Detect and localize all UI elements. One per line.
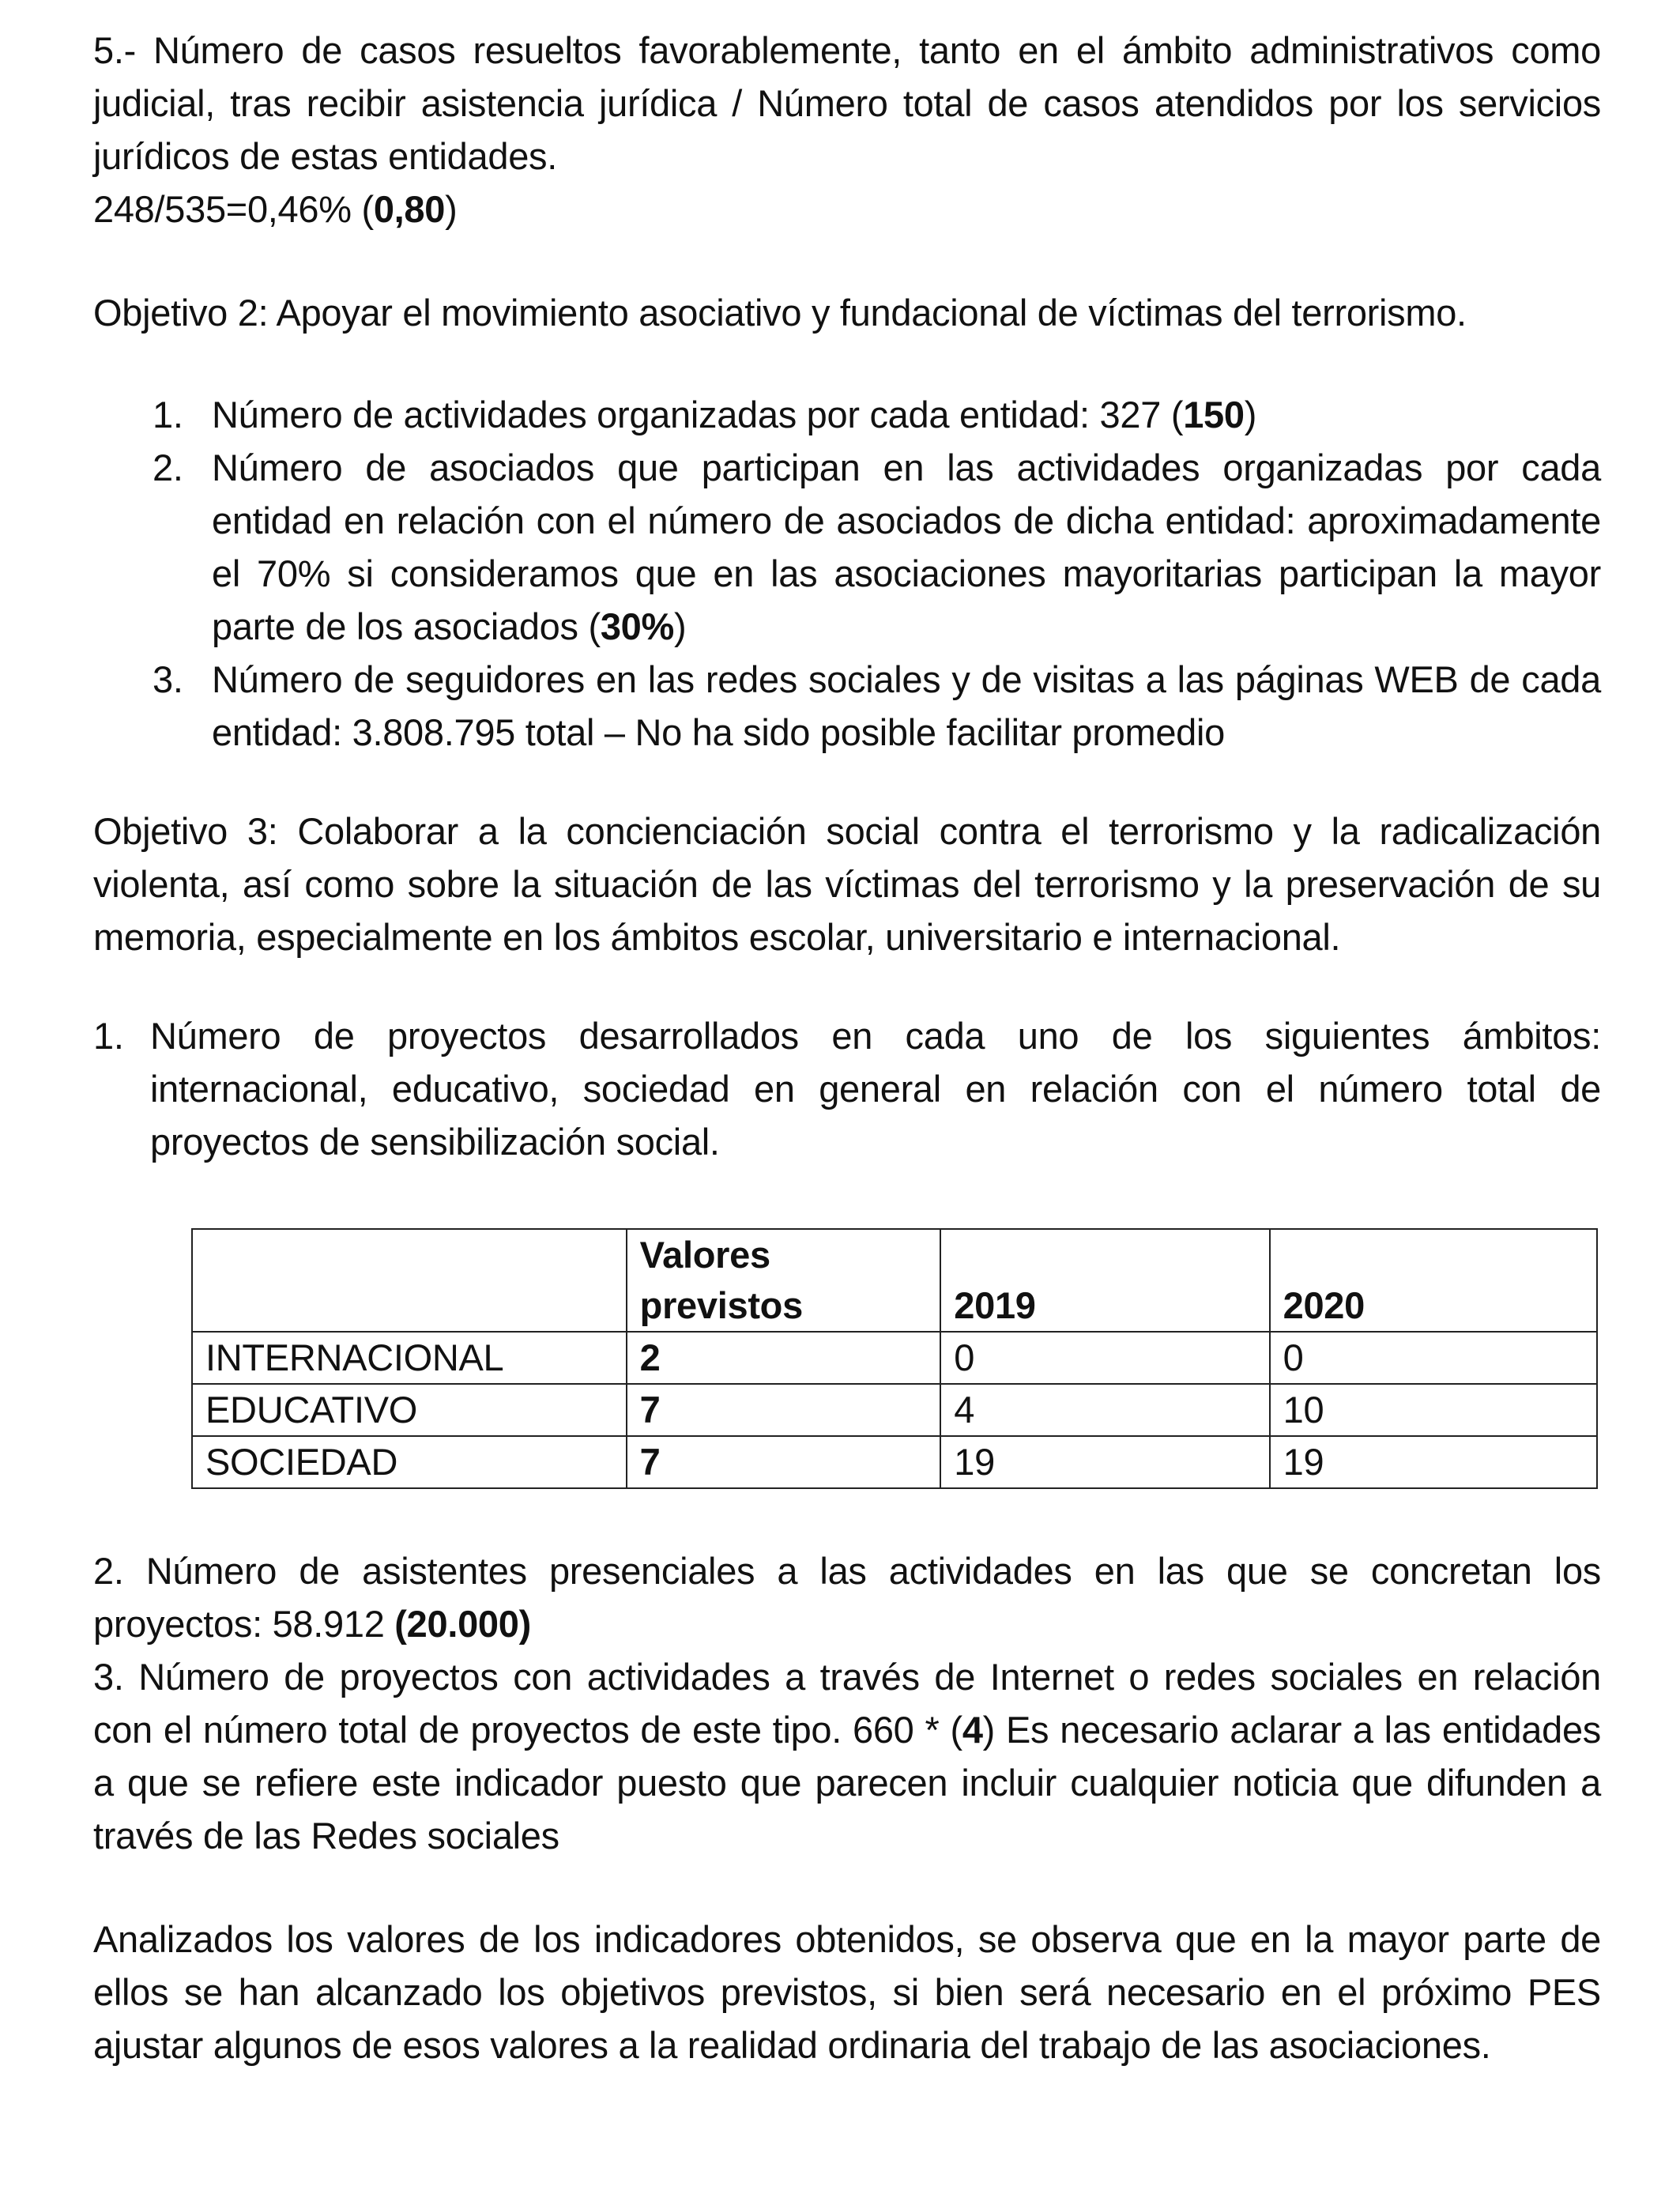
- item3-paragraph: [93, 1650, 1601, 1862]
- section5-formula-suffix: ): [445, 188, 458, 230]
- document-page: [93, 24, 1601, 2071]
- table-header-row: [192, 1229, 1597, 1332]
- table-cell-bold: 7: [639, 1441, 661, 1483]
- table-cell: EDUCATIVO: [192, 1384, 627, 1436]
- table-header-cell: Valores previstos: [627, 1229, 941, 1332]
- list-item: [153, 653, 1601, 759]
- item3-after: ) Es necesario aclarar a las entidades a que se refiere este indicador puesto que parecen incluir cualquier noticia que difunden a través de las Redes sociales: [93, 1709, 1601, 1857]
- item2-bold: (20.000): [394, 1603, 531, 1645]
- table-cell: INTERNACIONAL: [192, 1332, 627, 1384]
- list-item-number: 3.: [153, 658, 183, 700]
- list-item-bold: 30%: [600, 605, 674, 647]
- section5-formula-bold: 0,80: [373, 188, 446, 230]
- list-item-number: 1.: [93, 1015, 124, 1057]
- objective2-list: [93, 388, 1601, 759]
- table-cell: 19: [1270, 1436, 1597, 1488]
- table-cell: 4: [940, 1384, 1269, 1436]
- objective3-list: [93, 1009, 1601, 1168]
- table-cell: 0: [940, 1332, 1269, 1384]
- conclusion-paragraph: Analizados los valores de los indicadores obtenidos, se observa que en la mayor parte de ellos se han alcanzado los objetivos previstos, si bien será necesario en el próximo PES ajustar algunos de esos valores a la realidad ordinaria del trabajo de las asociaciones.: [93, 1918, 1601, 2066]
- section5-formula-prefix: 248/535=0,46% (: [93, 188, 374, 230]
- table-cell: [627, 1332, 941, 1384]
- list-item-text: Número de actividades organizadas por cada entidad: 327 (: [212, 394, 1184, 435]
- list-item-number: 1.: [153, 394, 183, 435]
- table-cell: [627, 1436, 941, 1488]
- list-item-text: Número de asociados que participan en las actividades organizadas por cada entidad en relación con el número de asociados de dicha entidad: aproximadamente el 70% si consideramos que en las asociaciones mayoritarias participan la mayor parte de los asociados (: [212, 447, 1601, 647]
- list-item-after: ): [1244, 394, 1257, 435]
- table-row: [192, 1436, 1597, 1488]
- table-cell: 10: [1270, 1384, 1597, 1436]
- list-item-bold: 150: [1183, 394, 1245, 435]
- list-item: [153, 441, 1601, 653]
- list-item: [93, 1009, 1601, 1168]
- table-row: [192, 1384, 1597, 1436]
- objective3-title: Objetivo 3: Colaborar a la concienciación social contra el terrorismo y la radicalización violenta, así como sobre la situación de las víctimas del terrorismo y la preservación de su memoria, especialmente en los ámbitos escolar, universitario e internacional.: [93, 810, 1601, 958]
- item3-bold: 4: [962, 1709, 983, 1751]
- table-cell-bold: 7: [639, 1389, 661, 1431]
- list-item-text: Número de proyectos desarrollados en cada uno de los siguientes ámbitos: internacional, educativo, sociedad en general en relación con el número total de proyectos de sensibilización social.: [150, 1015, 1601, 1163]
- table-header-cell: 2019: [940, 1229, 1269, 1332]
- list-item-text: Número de seguidores en las redes sociales y de visitas a las páginas WEB de cada entidad: 3.808.795 total – No ha sido posible facilitar promedio: [212, 658, 1601, 753]
- table-cell: SOCIEDAD: [192, 1436, 627, 1488]
- list-item-after: ): [673, 605, 687, 647]
- table-cell: 19: [940, 1436, 1269, 1488]
- table-cell: [627, 1384, 941, 1436]
- item3-text: 3. Número de proyectos con actividades a través de Internet o redes sociales en relación con el número total de proyectos de este tipo. 660 * (: [93, 1656, 1601, 1751]
- table-header-cell: 2020: [1270, 1229, 1597, 1332]
- table-header-cell: [192, 1229, 627, 1332]
- objective2-title: Objetivo 2: Apoyar el movimiento asociativo y fundacional de víctimas del terrorismo.: [93, 292, 1467, 334]
- table-cell: 0: [1270, 1332, 1597, 1384]
- table-cell-bold: 2: [639, 1336, 661, 1378]
- list-item-number: 2.: [153, 447, 183, 488]
- item2-text: 2. Número de asistentes presenciales a las actividades en las que se concretan los proyectos: 58.912: [93, 1550, 1601, 1645]
- table-row: [192, 1332, 1597, 1384]
- section5-text: 5.- Número de casos resueltos favorablemente, tanto en el ámbito administrativos como judicial, tras recibir asistencia jurídica / Número total de casos atendidos por los servicios jurídicos de estas entidades.: [93, 29, 1601, 177]
- item2-paragraph: [93, 1544, 1601, 1650]
- projects-table: [191, 1228, 1598, 1489]
- list-item: [153, 388, 1601, 441]
- section5-paragraph: [93, 24, 1601, 236]
